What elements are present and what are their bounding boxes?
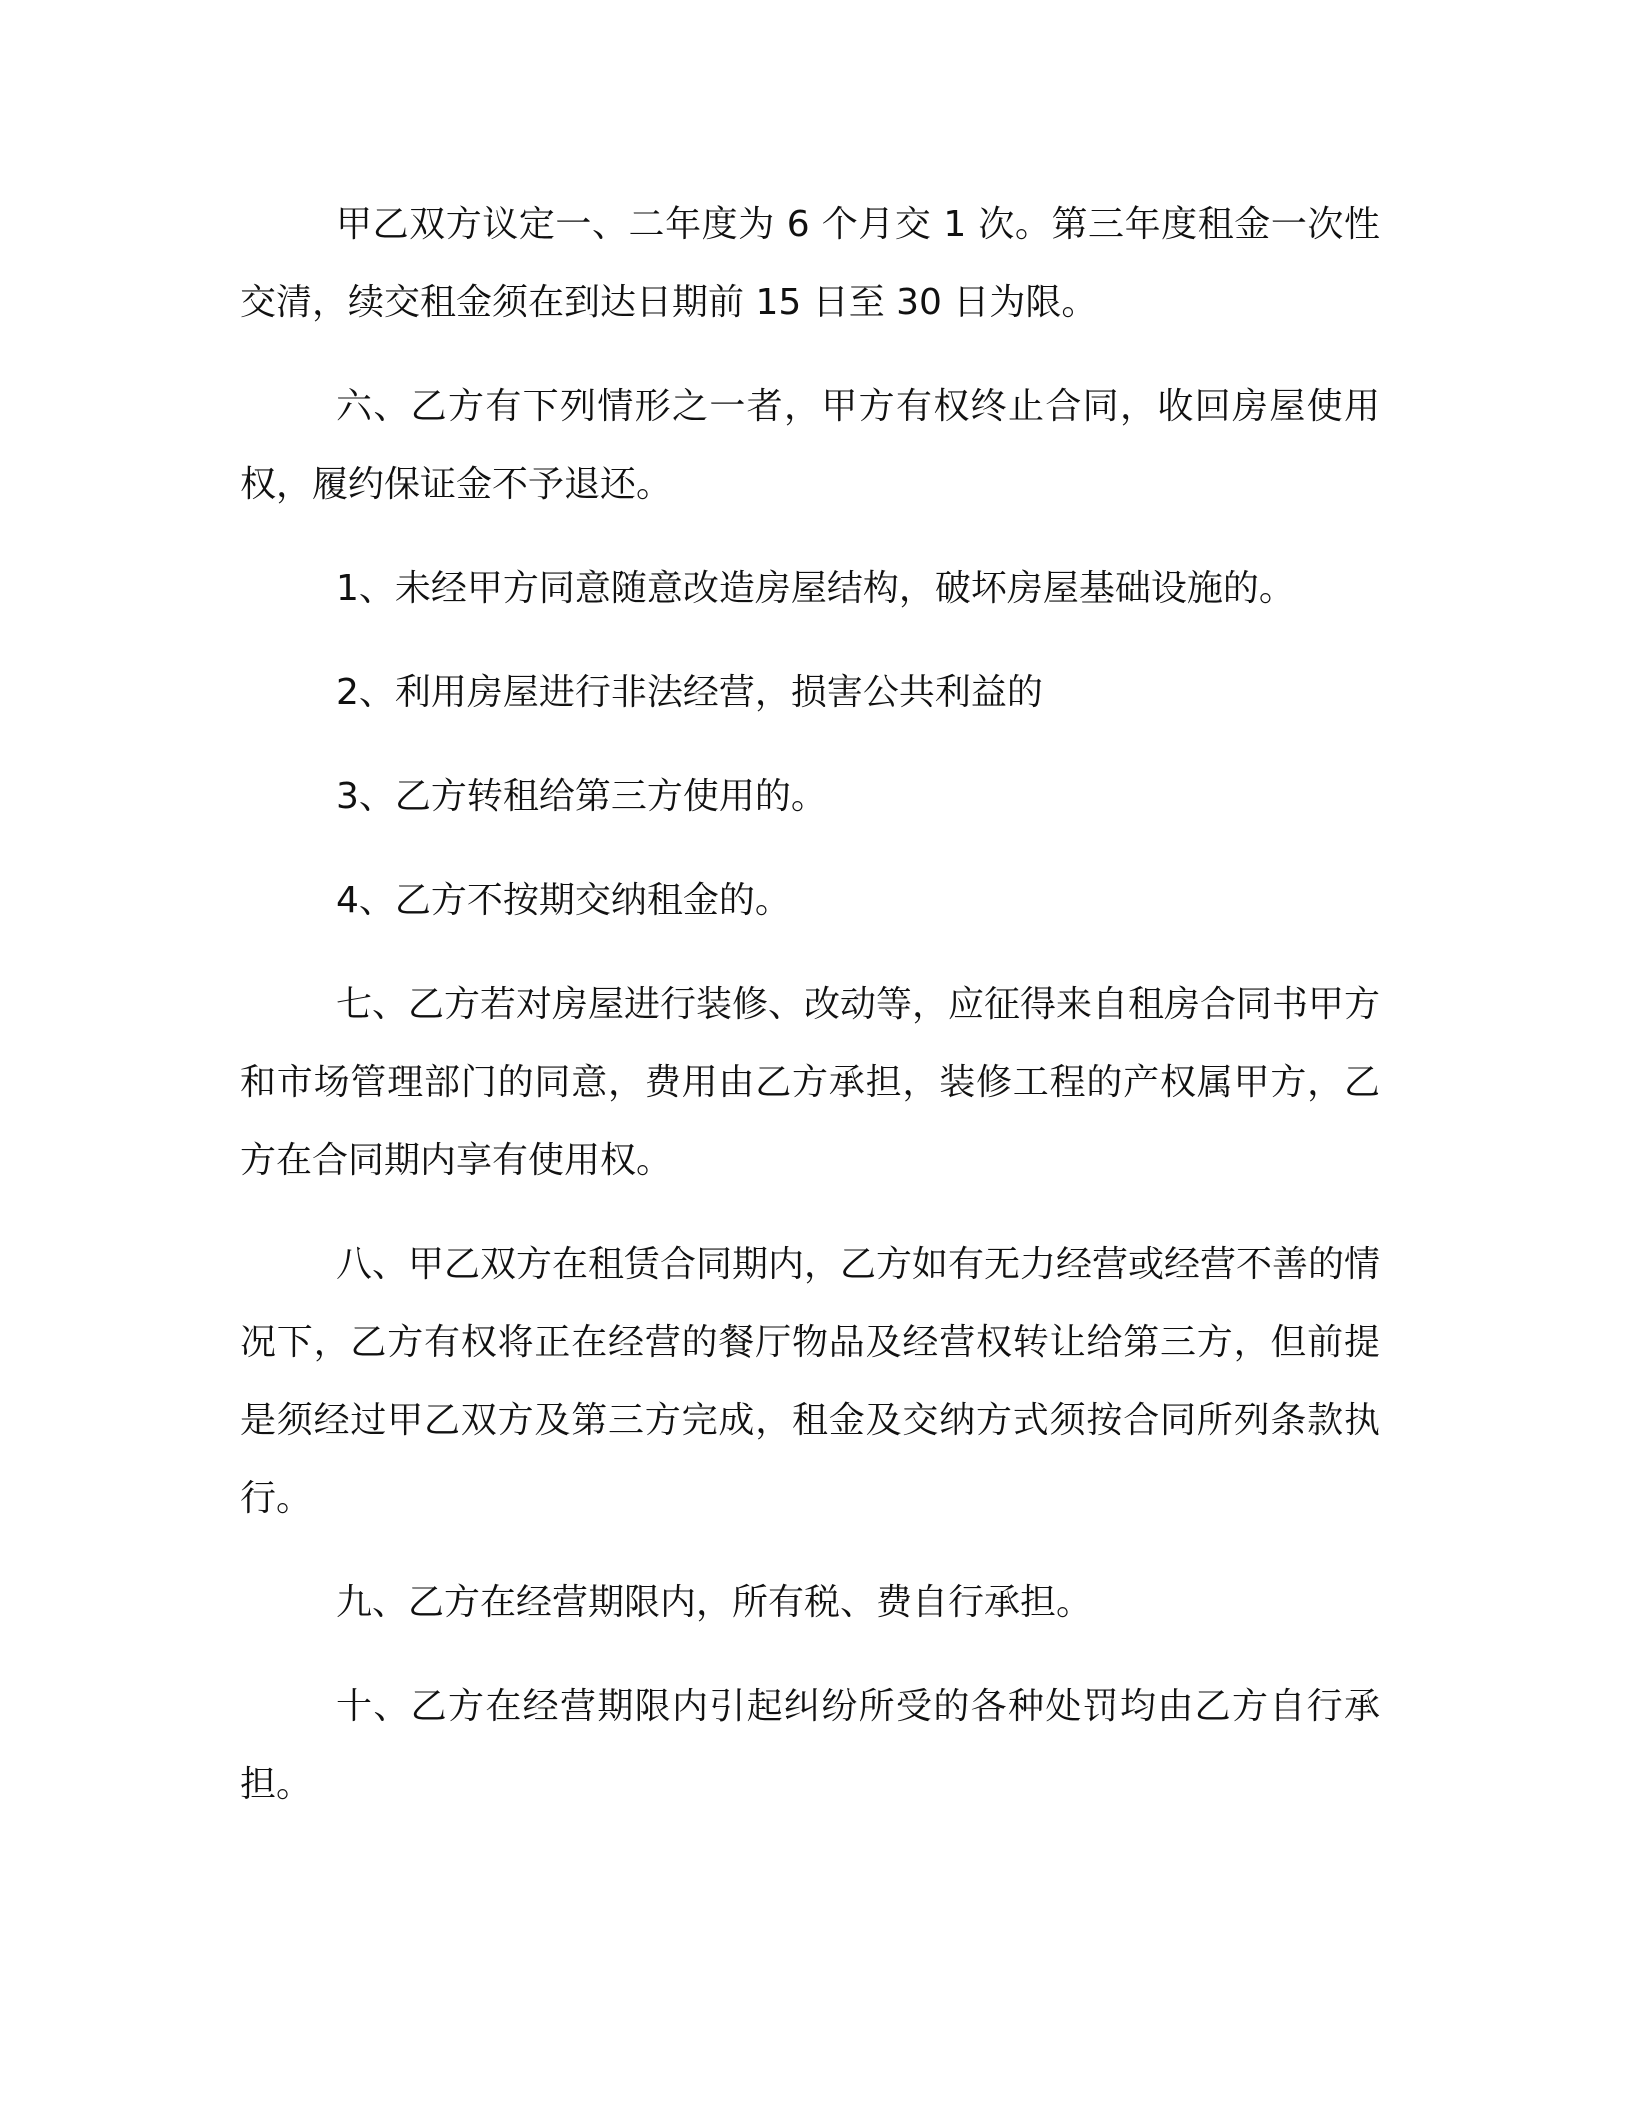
paragraph-clause-10: 十、乙方在经营期限内引起纠纷所受的各种处罚均由乙方自行承担。 <box>240 1686 1380 1805</box>
list-item-clause-6-3: 3、乙方转租给第三方使用的。 <box>336 776 827 817</box>
paragraph-clause-8: 八、甲乙双方在租赁合同期内，乙方如有无力经营或经营不善的情况下，乙方有权将正在经营的餐厅物品及经营权转让给第三方，但前提是须经过甲乙双方及第三方完成，租金及交纳方式须按合同所列条款执行。 <box>240 1244 1381 1519</box>
list-item-clause-6-4: 4、乙方不按期交纳租金的。 <box>336 880 791 921</box>
paragraph-rent-payment: 甲乙双方议定一、二年度为 6 个月交 1 次。第三年度租金一次性交清，续交租金须在到达日期前 15 日至 30 日为限。 <box>240 204 1380 323</box>
list-item-clause-6-2: 2、利用房屋进行非法经营，损害公共利益的 <box>336 672 1043 713</box>
list-item-clause-6-1: 1、未经甲方同意随意改造房屋结构，破坏房屋基础设施的。 <box>336 568 1295 609</box>
paragraph-clause-9: 九、乙方在经营期限内，所有税、费自行承担。 <box>336 1582 1093 1623</box>
contract-body <box>240 186 1380 1850</box>
paragraph-clause-7: 七、乙方若对房屋进行装修、改动等，应征得来自租房合同书甲方和市场管理部门的同意，费用由乙方承担，装修工程的产权属甲方，乙方在合同期内享有使用权。 <box>240 984 1381 1181</box>
paragraph-clause-6: 六、乙方有下列情形之一者，甲方有权终止合同，收回房屋使用权，履约保证金不予退还。 <box>240 386 1380 505</box>
